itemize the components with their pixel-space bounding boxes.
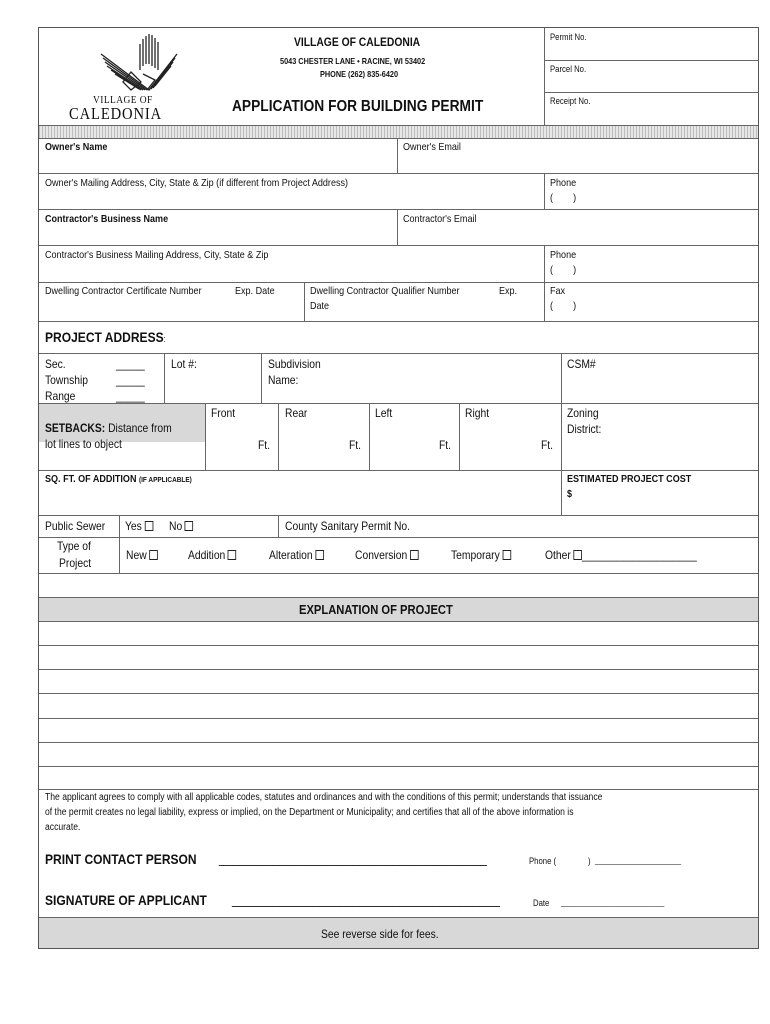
estimated-cost-field[interactable]: ESTIMATED PROJECT COST — [567, 473, 692, 485]
contractor-email-field[interactable]: Contractor's Email — [403, 213, 477, 225]
setbacks-label — [45, 421, 172, 436]
zoning-field[interactable]: Zoning — [567, 406, 599, 420]
explanation-line[interactable] — [39, 645, 758, 646]
contact-phone-line[interactable]: ____________________ — [595, 855, 682, 865]
setbacks-bold: SETBACKS: — [45, 421, 106, 435]
setbacks-rest: Distance from — [105, 421, 172, 435]
building-permit-form — [38, 27, 759, 949]
dwelling-qualifier-field[interactable]: Dwelling Contractor Qualifier Number — [310, 285, 460, 297]
project-address-label — [45, 329, 166, 347]
logo-line-2: CALEDONIA — [69, 104, 163, 123]
public-sewer-label: Public Sewer — [45, 519, 106, 533]
type-addition-checkbox[interactable] — [228, 550, 237, 560]
type-temporary-option[interactable] — [451, 548, 511, 563]
front-field[interactable]: Front — [211, 406, 236, 420]
explanation-line[interactable] — [39, 742, 758, 743]
rear-field[interactable]: Rear — [285, 406, 308, 420]
receipt-no-field[interactable]: Receipt No. — [550, 96, 591, 106]
dwelling-cert-field[interactable]: Dwelling Contractor Certificate Number — [45, 285, 202, 297]
signature-line[interactable]: ________________________________________ — [232, 891, 500, 907]
sewer-no-option[interactable] — [169, 519, 193, 534]
owner-phone-field[interactable]: ( ) — [550, 192, 577, 204]
sewer-yes-checkbox[interactable] — [144, 521, 153, 531]
explanation-line[interactable] — [39, 766, 758, 767]
header-title: VILLAGE OF CALEDONIA — [294, 35, 421, 49]
right-field[interactable]: Right — [465, 406, 490, 420]
county-sanitary-field[interactable]: County Sanitary Permit No. — [285, 519, 411, 533]
contractor-phone-label: Phone — [550, 249, 577, 261]
sqft-label: SQ. FT. OF ADDITION — [45, 473, 137, 485]
contact-phone-close: ) — [588, 856, 591, 866]
township-field[interactable]: Township — [45, 373, 89, 387]
parcel-no-field[interactable]: Parcel No. — [550, 64, 587, 74]
sec-field[interactable]: Sec. — [45, 357, 66, 371]
date-line[interactable]: ________________________ — [561, 897, 665, 907]
signature-label: SIGNATURE OF APPLICANT — [45, 892, 207, 908]
type-addition-option[interactable] — [188, 548, 236, 563]
dwelling-qualifier-exp-field[interactable]: Exp. — [499, 285, 518, 297]
type-alteration-checkbox[interactable] — [315, 550, 324, 560]
setbacks-label-line2: lot lines to object — [45, 437, 122, 451]
type-alteration-option[interactable] — [269, 548, 324, 563]
range-blank: _____ — [116, 389, 145, 403]
csm-field[interactable]: CSM# — [567, 357, 596, 371]
explanation-line[interactable] — [39, 693, 758, 694]
print-contact-label: PRINT CONTACT PERSON — [45, 851, 197, 867]
rear-ft: Ft. — [349, 438, 362, 452]
dwelling-qualifier-date-label: Date — [310, 300, 330, 312]
type-other-label: Other — [545, 548, 571, 562]
dwelling-cert-exp-field[interactable]: Exp. Date — [235, 285, 275, 297]
agreement-line-1: The applicant agrees to comply with all applicable codes, statutes and ordinances and with the conditions of this permit; understands that issuance — [45, 792, 603, 803]
type-temporary-checkbox[interactable] — [502, 550, 511, 560]
right-ft: Ft. — [541, 438, 554, 452]
logo-line-1: VILLAGE OF — [93, 94, 153, 106]
sewer-no-label: No — [169, 519, 183, 533]
range-field[interactable]: Range — [45, 389, 76, 403]
sqft-field[interactable] — [45, 473, 192, 486]
left-ft: Ft. — [439, 438, 452, 452]
lot-field[interactable]: Lot #: — [171, 357, 197, 371]
owner-mailing-field[interactable]: Owner's Mailing Address, City, State & Zip (if different from Project Address) — [45, 177, 349, 189]
header-address: 5043 CHESTER LANE • RACINE, WI 53402 — [280, 56, 426, 66]
township-blank: _____ — [116, 373, 145, 387]
explanation-line[interactable] — [39, 669, 758, 670]
date-label: Date — [533, 898, 550, 908]
type-new-checkbox[interactable] — [149, 550, 158, 560]
type-of-project-label: Type of — [57, 539, 91, 553]
type-conversion-label: Conversion — [355, 548, 408, 562]
explanation-line[interactable] — [39, 718, 758, 719]
front-ft: Ft. — [258, 438, 271, 452]
fax-field[interactable]: ( ) — [550, 300, 577, 312]
explanation-title: EXPLANATION OF PROJECT — [299, 602, 453, 617]
contractor-mailing-field[interactable]: Contractor's Business Mailing Address, City, State & Zip — [45, 249, 269, 261]
type-other-checkbox[interactable] — [573, 550, 582, 560]
permit-no-field[interactable]: Permit No. — [550, 32, 587, 42]
estimated-cost-dollar: $ — [567, 488, 573, 500]
sqft-note: (IF APPLICABLE) — [138, 475, 192, 484]
owner-email-field[interactable]: Owner's Email — [403, 141, 461, 153]
type-conversion-option[interactable] — [355, 548, 418, 563]
logo-mark-icon — [67, 32, 185, 94]
type-other-line[interactable]: ____________________ — [581, 548, 697, 562]
left-field[interactable]: Left — [375, 406, 393, 420]
sewer-yes-option[interactable] — [125, 519, 153, 534]
contractor-phone-field[interactable]: ( ) — [550, 264, 577, 276]
contact-phone-label: Phone ( — [529, 856, 557, 866]
subdivision-field[interactable]: Subdivision — [268, 357, 321, 371]
type-temporary-label: Temporary — [451, 548, 500, 562]
caledonia-logo — [67, 32, 185, 122]
footer-note: See reverse side for fees. — [321, 927, 439, 941]
type-alteration-label: Alteration — [269, 548, 313, 562]
project-address-colon: : — [163, 334, 166, 344]
project-address-text: PROJECT ADDRESS — [45, 329, 164, 345]
agreement-line-3: accurate. — [45, 822, 81, 833]
fax-label: Fax — [550, 285, 566, 297]
sec-blank: _____ — [116, 357, 145, 371]
divider-band — [39, 125, 758, 138]
contractor-name-field[interactable]: Contractor's Business Name — [45, 213, 169, 225]
form-title: APPLICATION FOR BUILDING PERMIT — [232, 98, 484, 115]
header-phone: PHONE (262) 835-6420 — [320, 69, 399, 79]
owner-phone-label: Phone — [550, 177, 577, 189]
subdivision-name-label: Name: — [268, 373, 299, 387]
type-other-option[interactable] — [545, 548, 697, 563]
print-contact-line[interactable]: ________________________________________ — [219, 850, 487, 866]
zoning-district-label: District: — [567, 422, 602, 436]
sewer-yes-label: Yes — [125, 519, 142, 533]
owner-name-field[interactable]: Owner's Name — [45, 141, 108, 153]
sewer-no-checkbox[interactable] — [185, 521, 194, 531]
type-new-option[interactable] — [126, 548, 158, 563]
type-new-label: New — [126, 548, 147, 562]
type-of-project-label-2: Project — [59, 556, 92, 570]
type-conversion-checkbox[interactable] — [410, 550, 419, 560]
type-addition-label: Addition — [188, 548, 226, 562]
agreement-line-2: of the permit creates no legal liability, express or implied, on the Department or Municipality; and certifies that all of the above information is — [45, 807, 574, 818]
